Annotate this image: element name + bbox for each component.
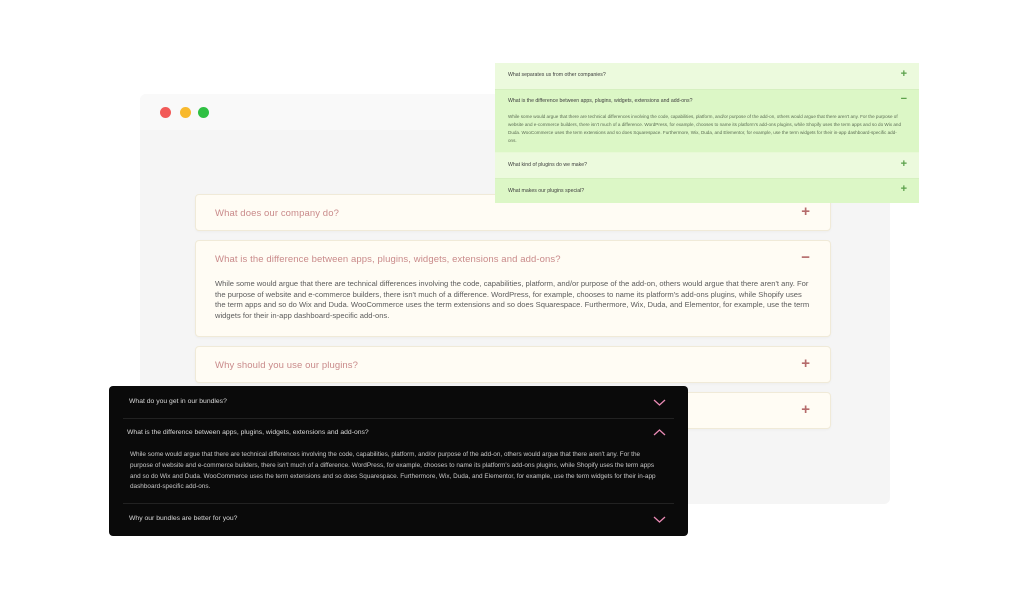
chevron-down-icon[interactable] <box>653 399 666 406</box>
accordion-question: What is the difference between apps, plugins, widgets, extensions and add-ons? <box>127 429 369 436</box>
accordion-question: What do you get in our bundles? <box>129 398 227 405</box>
maximize-window-button[interactable] <box>198 107 209 118</box>
minimize-window-button[interactable] <box>180 107 191 118</box>
accordion-question: What is the difference between apps, plugins, widgets, extensions and add-ons? <box>508 98 693 104</box>
accordion-question: What does our company do? <box>215 208 339 219</box>
plus-icon[interactable]: + <box>900 158 907 170</box>
dark-accordion <box>109 386 688 536</box>
accordion-answer: While some would argue that there are technical differences involving the code, capabilities, platform, and/or purpose of the add-on, others would argue that there aren't any. For the purpose of website and e-commerce builders, there isn't much of a difference. WordPress, for example, chooses to name its platform's add-ons plugins, while Shopify uses the term apps and so do Wix and Duda. WooCommerce uses the term extensions and so does Squarespace. Furthermore, Wix, Duda, and Elementor, for example, use the term widgets for their in-app dashboard-specific add-ons. <box>130 451 656 491</box>
plus-icon[interactable]: + <box>801 203 810 220</box>
accordion-question: Why our bundles are better for you? <box>129 515 238 522</box>
plus-icon[interactable]: + <box>801 401 810 418</box>
chevron-up-icon[interactable] <box>653 429 666 436</box>
accordion-item-bundles[interactable] <box>109 386 688 418</box>
minus-icon[interactable]: − <box>801 249 810 266</box>
accordion-item-separates[interactable] <box>495 63 919 89</box>
accordion-question: Why should you use our plugins? <box>215 360 359 371</box>
plus-icon[interactable]: + <box>900 68 907 80</box>
accordion-question: What separates us from other companies? <box>508 72 606 78</box>
green-accordion <box>495 63 919 203</box>
plus-icon[interactable]: + <box>801 355 810 372</box>
accordion-question: What is the difference between apps, plugins, widgets, extensions and add-ons? <box>215 254 561 265</box>
accordion-answer: While some would argue that there are technical differences involving the code, capabilities, platform, and/or purpose of the add-on, others would argue that there aren't any. For the purpose of website and e-commerce builders, there isn't much of a difference. WordPress, for example, chooses to name its platform's add-ons plugins, while Shopify uses the term apps and so do Wix and Duda. WooCommerce uses the term extensions and so does Squarespace. Furthermore, Wix, Duda, and Elementor, for example, use the term widgets for their in-app dashboard-specific add-ons. <box>508 114 902 143</box>
accordion-item-difference-expanded[interactable] <box>195 240 831 337</box>
accordion-question: What kind of plugins do we make? <box>508 162 588 168</box>
plus-icon[interactable]: + <box>900 183 907 195</box>
chevron-down-icon[interactable] <box>653 516 666 523</box>
accordion-item-why-plugins[interactable] <box>195 346 831 383</box>
close-window-button[interactable] <box>160 107 171 118</box>
accordion-answer: While some would argue that there are technical differences involving the code, capabilities, platform, and/or purpose of the add-on, others would argue that there aren't any. For the purpose of website and e-commerce builders, there isn't much of a difference. WordPress, for example, chooses to name its platform's add-ons plugins, while Shopify uses the term apps and so do Wix and Duda. WooCommerce uses the term extensions and so does Squarespace. Furthermore, Wix, Duda, and Elementor, for example, use the term widgets for their in-app dashboard-specific add-ons. <box>215 279 810 320</box>
accordion-item-special[interactable] <box>495 179 919 203</box>
accordion-item-kind-of-plugins[interactable] <box>495 153 919 178</box>
accordion-item-difference-expanded[interactable] <box>109 419 688 449</box>
accordion-item-better-bundles[interactable] <box>109 504 688 536</box>
accordion-question: What makes our plugins special? <box>508 188 585 194</box>
minus-icon[interactable]: − <box>900 93 907 105</box>
